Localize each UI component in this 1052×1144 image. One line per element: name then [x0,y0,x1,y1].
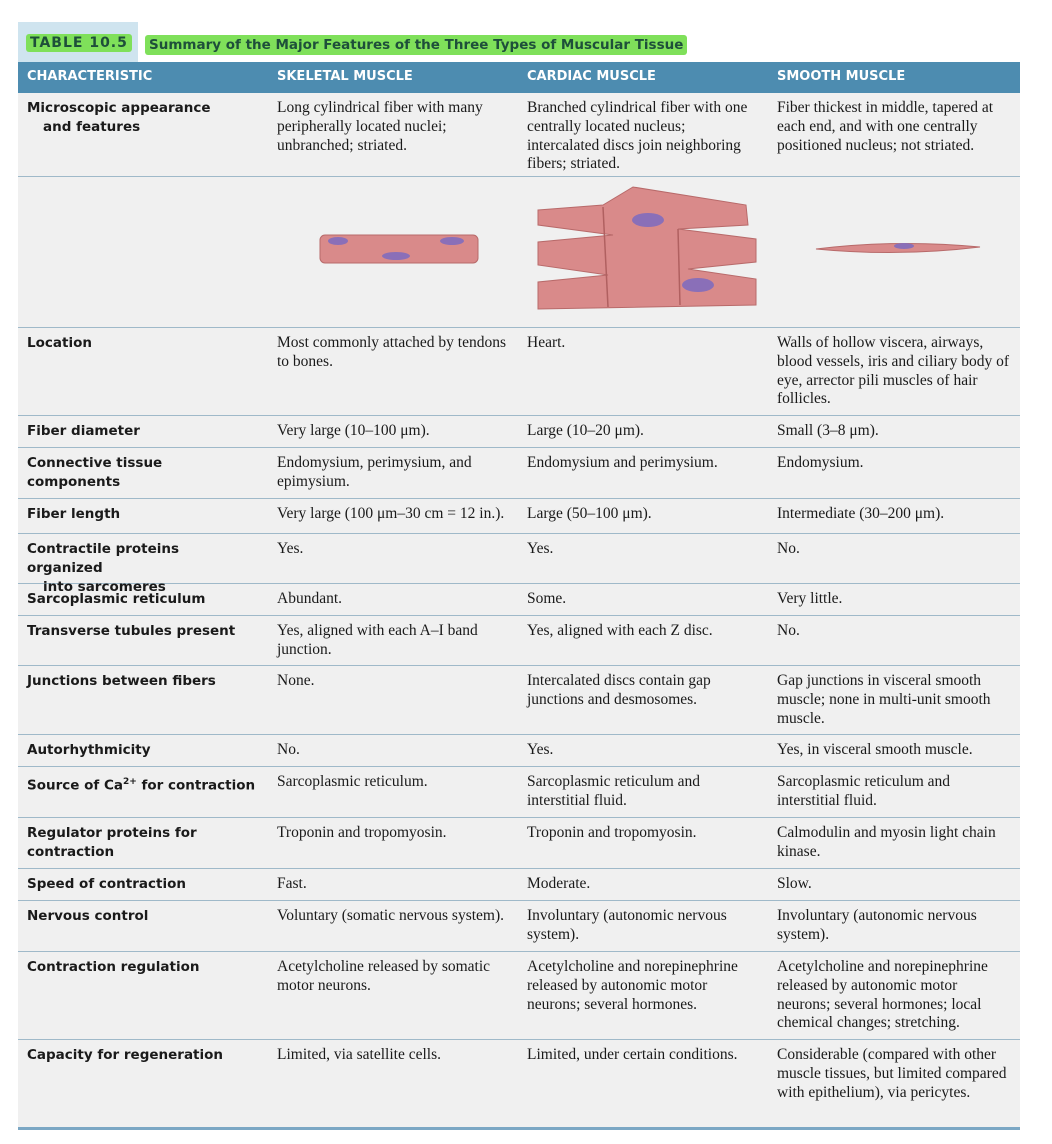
cell-skeletal: Troponin and tropomyosin. [277,824,447,841]
cell-skeletal: Very large (10–100 μm). [277,422,430,439]
cell-smooth: Acetylcholine and norepinephrine released by autonomic motor neurons; several hormones; local chemical changes; stretching. [777,958,988,1032]
table-row [18,735,1020,767]
cell-skeletal: Limited, via satellite cells. [277,1046,441,1063]
cell-cardiac: Large (10–20 μm). [527,422,644,439]
table-row [18,584,1020,616]
cell-smooth: Walls of hollow viscera, airways, blood vessels, iris and ciliary body of eye, arrector pili muscles of hair follicles. [777,334,1010,408]
cell-cardiac: Yes, aligned with each Z disc. [527,622,713,639]
row-label: Sarcoplasmic reticulum [27,591,206,607]
cell-skeletal: Most commonly attached by tendons to bones. [277,334,507,370]
row-label: Junctions between fibers [27,673,216,689]
row-label-line2: and features [43,118,141,135]
cell-cardiac: Branched cylindrical fiber with one centrally located nucleus; intercalated discs join neighboring fibers; striated. [527,99,748,173]
table-row [18,952,1020,1040]
cell-skeletal: Long cylindrical fiber with many peripherally located nuclei; unbranched; striated. [277,99,483,154]
cell-skeletal: Fast. [277,875,307,892]
muscle-fiber-illustrations [18,177,1020,327]
table-row [18,93,1020,177]
row-label: Nervous control [27,908,149,924]
cell-skeletal: Sarcoplasmic reticulum. [277,773,428,790]
cell-skeletal: Acetylcholine released by somatic motor neurons. [277,958,491,994]
cell-cardiac: Limited, under certain conditions. [527,1046,738,1063]
row-label [18,534,268,595]
table-row [18,616,1020,666]
row-label-line2: into sarcomeres [43,578,166,595]
row-label: Regulator proteins for contraction [27,825,197,860]
table-row [18,818,1020,869]
cell-smooth: Involuntary (autonomic nervous system). [777,907,977,943]
row-label: Speed of contraction [27,876,186,892]
row-label: Fiber length [27,506,121,522]
table-row [18,666,1020,735]
cell-cardiac: Some. [527,590,567,607]
table-row [18,901,1020,952]
row-label: Capacity for regeneration [27,1047,224,1063]
row-label: Contraction regulation [27,959,200,975]
table-row [18,1040,1020,1127]
cell-smooth: Small (3–8 μm). [777,422,879,439]
row-label-line1: Contractile proteins organized [27,541,180,576]
cell-smooth: Intermediate (30–200 μm). [777,505,945,522]
cell-skeletal: Voluntary (somatic nervous system). [277,907,505,924]
cell-cardiac: Sarcoplasmic reticulum and interstitial fluid. [527,773,701,809]
cell-cardiac: Large (50–100 μm). [527,505,652,522]
table-bottom-rule [18,1127,1020,1130]
cell-skeletal: Abundant. [277,590,343,607]
cell-smooth: No. [777,622,800,639]
table-title-bar [18,22,1020,62]
cell-cardiac: Involuntary (autonomic nervous system). [527,907,727,943]
header-skeletal: SKELETAL MUSCLE [277,69,413,84]
table-number-tag [18,22,138,62]
skeletal-fiber-image [320,235,478,263]
table-caption: Summary of the Major Features of the Three Types of Muscular Tissue [145,35,687,55]
cell-cardiac: Moderate. [527,875,591,892]
header-characteristic: CHARACTERISTIC [27,69,153,84]
cell-skeletal: None. [277,672,315,689]
cell-skeletal: No. [277,741,300,758]
table-row [18,448,1020,499]
cell-cardiac: Acetylcholine and norepinephrine released by autonomic motor neurons; several hormones. [527,958,738,1013]
cell-smooth: No. [777,540,800,557]
row-label: Connective tissue components [27,455,163,490]
comparison-table [18,62,1020,1130]
cell-smooth: Endomysium. [777,454,864,471]
row-label [18,767,268,817]
cell-smooth: Slow. [777,875,812,892]
row-label-tail: for contraction [136,777,256,794]
cardiac-fiber-image [538,187,756,309]
row-label [18,93,268,176]
cell-smooth: Sarcoplasmic reticulum and interstitial fluid. [777,773,951,809]
cell-smooth: Gap junctions in visceral smooth muscle; none in multi-unit smooth muscle. [777,672,991,727]
header-cardiac: CARDIAC MUSCLE [527,69,656,84]
cell-smooth: Considerable (compared with other muscle tissues, but limited compared with epithelium), via pericytes. [777,1046,1007,1101]
table-row [18,328,1020,416]
row-label: Transverse tubules present [27,623,236,639]
cell-cardiac: Intercalated discs contain gap junctions and desmosomes. [527,672,711,708]
illustration-row [18,177,1020,328]
cell-cardiac: Endomysium and perimysium. [527,454,718,471]
cell-smooth: Calmodulin and myosin light chain kinase. [777,824,996,860]
row-label-text: Source of Ca [27,777,123,794]
cell-skeletal: Endomysium, perimysium, and epimysium. [277,454,472,490]
table-row [18,499,1020,534]
cell-cardiac: Troponin and tropomyosin. [527,824,697,841]
header-smooth: SMOOTH MUSCLE [777,69,906,84]
table-row [18,767,1020,818]
row-label: Location [27,335,92,351]
row-label: Fiber diameter [27,423,140,439]
cell-cardiac: Heart. [527,334,566,351]
cell-skeletal: Yes, aligned with each A–I band junction. [277,622,478,658]
row-label: Autorhythmicity [27,742,151,758]
cell-smooth: Yes, in visceral smooth muscle. [777,741,973,758]
table-row [18,416,1020,448]
smooth-fiber-image [816,243,980,253]
cell-cardiac: Yes. [527,540,554,557]
table-row [18,534,1020,595]
cell-smooth: Fiber thickest in middle, tapered at each end, and with one centrally positioned nucleus; not striated. [777,99,994,154]
row-label-line1: Microscopic appearance [27,100,211,116]
cell-skeletal: Yes. [277,540,304,557]
cell-smooth: Very little. [777,590,843,607]
cell-cardiac: Yes. [527,741,554,758]
table-row [18,869,1020,901]
cell-skeletal: Very large (100 μm–30 cm = 12 in.). [277,505,505,522]
table-header-row [18,62,1020,93]
superscript: 2+ [123,777,137,787]
table-number: TABLE 10.5 [26,34,132,52]
